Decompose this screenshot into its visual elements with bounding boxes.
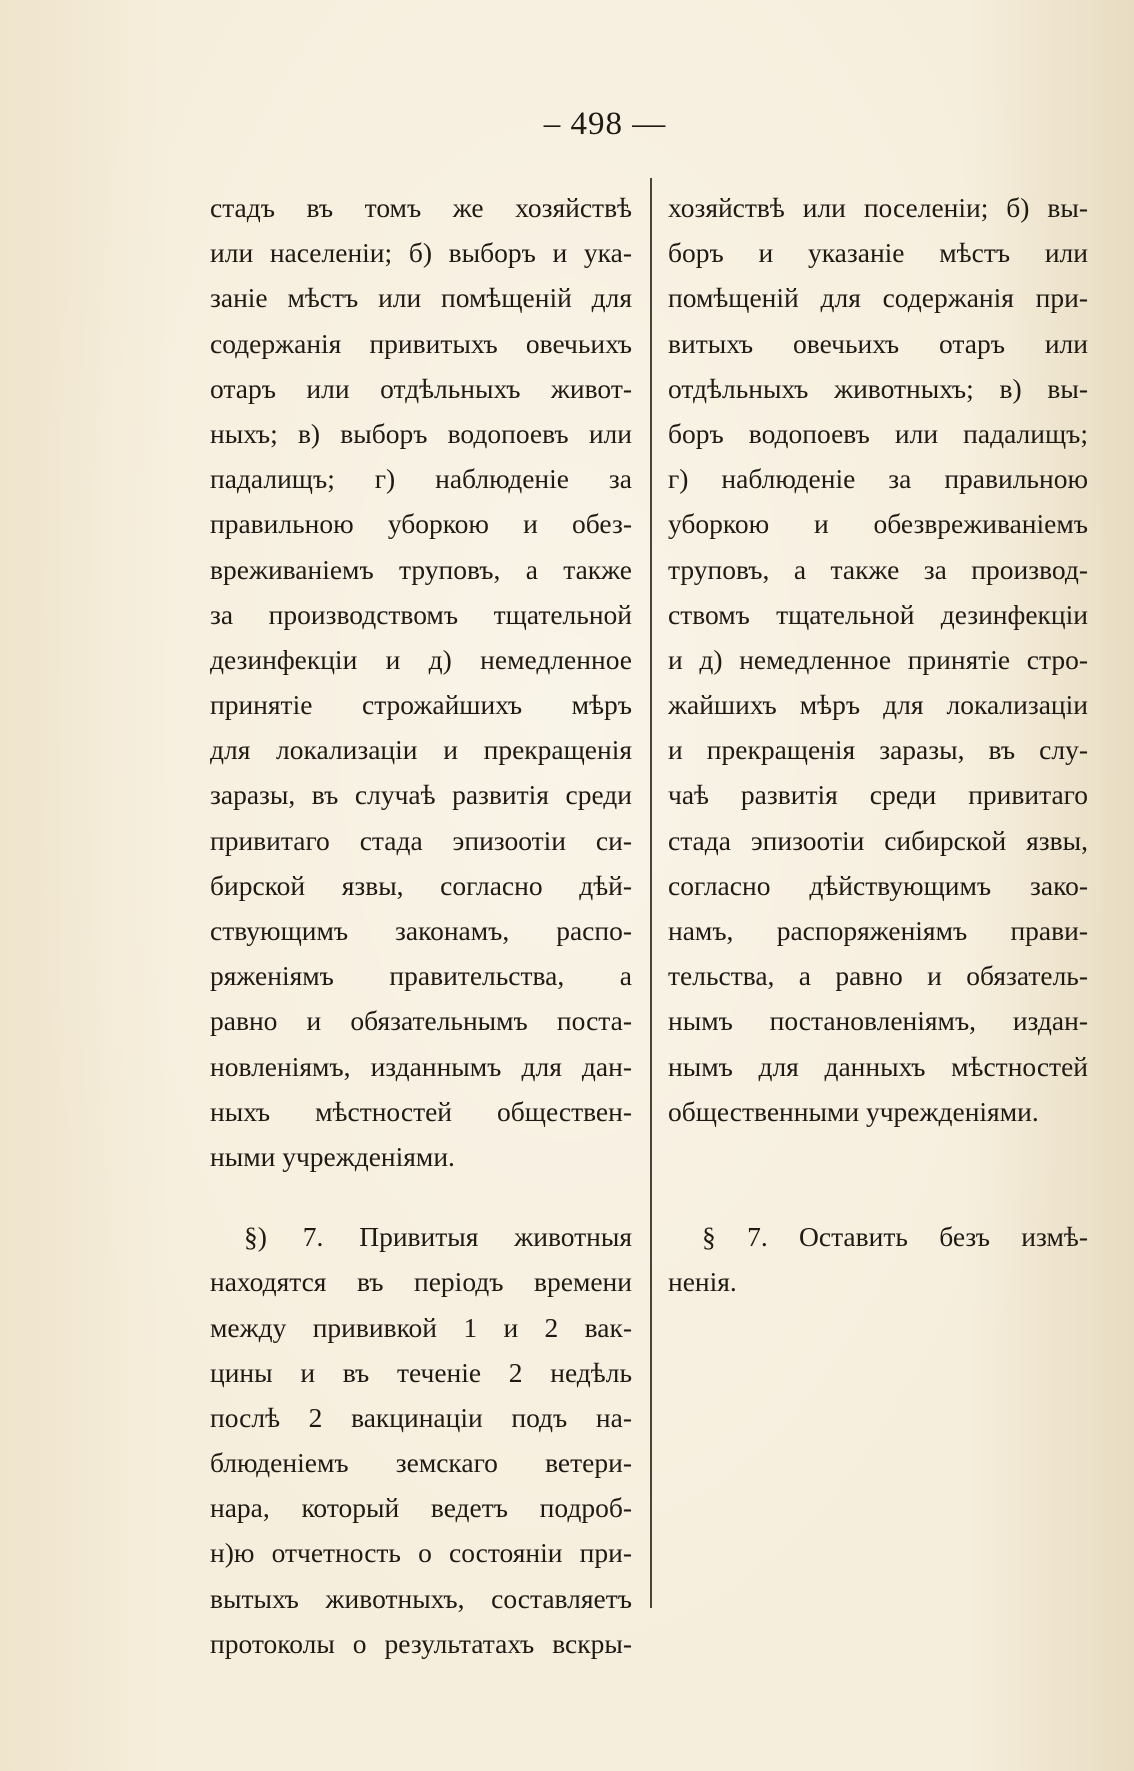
text-line: тельства, а равно и обязатель- [668, 960, 1088, 992]
text-line: согласно дѣйствующимъ зако- [668, 869, 1088, 901]
text-line: уборкою и обезвреживаніемъ [668, 508, 1088, 540]
text-line: заразы, въ случаѣ развитія среди [210, 779, 632, 811]
text-line: помѣщеній для содержанія при- [668, 282, 1088, 314]
left-column [210, 185, 632, 1666]
text-line: протоколы о результатахъ вскры- [210, 1627, 632, 1659]
text-line: равно и обязательнымъ поста- [210, 1005, 632, 1037]
section-heading-line: §) 7. Привитыя животныя [244, 1221, 632, 1253]
text-line: хозяйствѣ или поселеніи; б) вы- [668, 192, 1088, 223]
right-column [668, 185, 1088, 1304]
text-line: заніе мѣстъ или помѣщеній для [210, 282, 632, 314]
text-line: ряженіямъ правительства, а [210, 960, 632, 992]
text-line: вреживаніемъ труповъ, а также [210, 553, 632, 585]
text-line: содержанія привитыхъ овечьихъ [210, 327, 632, 359]
section-heading-line: § 7. Оставить безъ измѣ- [702, 1220, 1088, 1252]
paragraph-gap [668, 1134, 1088, 1214]
text-line: блюденіемъ земскаго ветери- [210, 1447, 632, 1479]
right-paragraph-1 [668, 185, 1088, 1134]
text-line: падалищъ; г) наблюденіе за [210, 463, 632, 495]
left-paragraph-1 [210, 185, 632, 1179]
text-line: стадъ въ томъ же хозяйствѣ [210, 192, 632, 223]
text-line: общественными учрежденіями. [668, 1095, 1039, 1127]
text-line: витыхъ овечьихъ отаръ или [668, 327, 1088, 359]
right-paragraph-2 [668, 1214, 1088, 1304]
page-number: – 498 — [543, 106, 667, 142]
text-line: нымъ для данныхъ мѣстностей [668, 1050, 1088, 1082]
text-line: бирской язвы, согласно дѣй- [210, 869, 632, 901]
text-line: отаръ или отдѣльныхъ живот- [210, 372, 632, 404]
text-line: принятіе строжайшихъ мѣръ [210, 689, 632, 721]
text-line: ненія. [668, 1266, 737, 1298]
text-line: г) наблюденіе за правильною [668, 463, 1088, 495]
text-line: или населеніи; б) выборъ и ука- [210, 237, 632, 269]
text-line: и д) немедленное принятіе стро- [668, 643, 1088, 675]
text-line: цины и въ теченіе 2 недѣль [210, 1356, 632, 1388]
text-line: за производствомъ тщательной [210, 598, 632, 630]
paragraph-gap [210, 1179, 632, 1214]
text-line: ствующимъ законамъ, распо- [210, 915, 632, 946]
text-line: привитаго стада эпизоотіи си- [210, 824, 632, 856]
text-line: боръ и указаніе мѣстъ или [668, 237, 1088, 269]
text-line: нара, который ведетъ подроб- [210, 1492, 632, 1524]
text-line: для локализаціи и прекращенія [210, 734, 632, 766]
text-line: новленіямъ, изданнымъ для дан- [210, 1050, 632, 1082]
text-line: правильною уборкою и обез- [210, 508, 632, 540]
left-paragraph-2 [210, 1214, 632, 1666]
text-line: отдѣльныхъ животныхъ; в) вы- [668, 372, 1088, 404]
text-line: н)ю отчетность о состояніи при- [210, 1537, 632, 1569]
text-line: намъ, распоряженіямъ прави- [668, 915, 1088, 946]
text-line: и прекращенія заразы, въ слу- [668, 734, 1088, 766]
text-line: вытыхъ животныхъ, составляетъ [210, 1582, 632, 1614]
text-line: дезинфекціи и д) немедленное [210, 643, 632, 675]
text-line: стада эпизоотіи сибирской язвы, [668, 824, 1088, 856]
text-line: нымъ постановленіямъ, издан- [668, 1005, 1088, 1037]
text-line: ныхъ мѣстностей обществен- [210, 1095, 632, 1127]
text-line: ствомъ тщательной дезинфекціи [668, 598, 1088, 630]
text-line: труповъ, а также за производ- [668, 553, 1088, 585]
text-line: боръ водопоевъ или падалищъ; [668, 417, 1088, 449]
text-line: ныхъ; в) выборъ водопоевъ или [210, 417, 632, 449]
text-line: жайшихъ мѣръ для локализаціи [668, 689, 1088, 721]
text-line: между прививкой 1 и 2 вак- [210, 1311, 632, 1343]
column-divider [650, 178, 652, 1608]
text-line: находятся въ періодъ времени [210, 1266, 632, 1298]
text-line: чаѣ развитія среди привитаго [668, 779, 1088, 811]
text-line: ными учрежденіями. [210, 1140, 455, 1172]
text-line: послѣ 2 вакцинаціи подъ на- [210, 1401, 632, 1433]
